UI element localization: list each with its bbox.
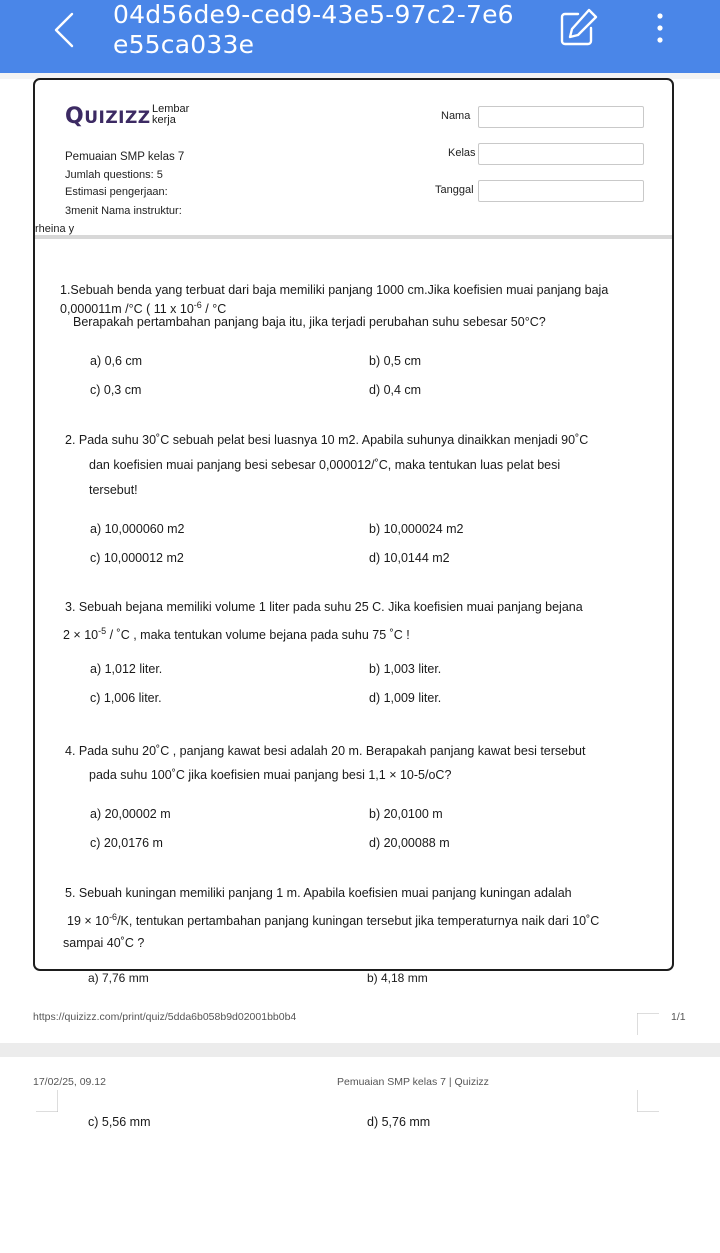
pdf-page-2	[0, 1057, 720, 1253]
question-5-line-2: $19 \times 10^{-6}/K$, tentukan pertambahan panjang kuningan tersebut jika temperaturnya naik dari 10˚C	[67, 912, 600, 929]
question-1-option-b[interactable]: b) 0,5 cm	[369, 354, 422, 368]
question-2-line-1: 2. Pada suhu 30˚C sebuah pelat besi luasnya 10 m2. Apabila suhunya dinaikkan menjadi 90˚C	[65, 433, 589, 447]
worksheet-label: Lembar kerja	[152, 103, 190, 126]
question-2-option-c[interactable]: c) 10,000012 m2	[90, 551, 184, 565]
instructor-name: rheina y	[35, 223, 75, 235]
question-1-option-d[interactable]: d) 0,4 cm	[369, 383, 422, 397]
question-4-option-d[interactable]: d) 20,00088 m	[369, 836, 450, 850]
document-title	[113, 0, 514, 60]
question-5-option-c[interactable]: c) 5,56 mm	[88, 1115, 151, 1129]
question-2-option-a[interactable]: a) 10,000060 m2	[90, 522, 185, 536]
question-count: Jumlah questions: 5	[65, 169, 163, 181]
question-1-option-c[interactable]: c) 0,3 cm	[90, 383, 142, 397]
question-3-line-1: 3. Sebuah bejana memiliki volume 1 liter pada suhu 25 C. Jika koefisien muai panjang bejana	[65, 600, 583, 614]
question-2-line-3: tersebut!	[89, 483, 138, 497]
question-2-line-2: dan koefisien muai panjang besi sebesar 0,000012/˚C, maka tentukan luas pelat besi	[89, 458, 561, 472]
question-5-line-3: sampai 40˚C ?	[63, 936, 145, 950]
time-estimate-value: 3menit Nama instruktur:	[65, 205, 182, 217]
quizizz-logo: QUIZIZZ	[65, 104, 151, 129]
question-5-option-a[interactable]: a) 7,76 mm	[88, 971, 149, 985]
question-3-option-a[interactable]: a) 1,012 liter.	[90, 662, 163, 676]
worksheet-frame	[33, 78, 674, 971]
date-label: Tanggal	[435, 184, 474, 196]
print-date: 17/02/25, 09.12	[33, 1076, 106, 1088]
question-4-line-1: 4. Pada suhu 20˚C , panjang kawat besi adalah 20 m. Berapakah panjang kawat besi tersebut	[65, 744, 586, 758]
question-5-line-1: 5. Sebuah kuningan memiliki panjang 1 m. Apabila koefisien muai panjang kuningan adalah	[65, 886, 572, 900]
crop-mark-icon	[36, 1090, 58, 1112]
class-field[interactable]	[478, 143, 644, 165]
question-4-line-2: pada suhu 100˚C jika koefisien muai panjang besi 1,1 × 10-5/oC?	[89, 768, 452, 782]
header-divider	[35, 235, 674, 239]
edit-icon[interactable]	[556, 6, 600, 50]
question-3-line-2: $2 \times 10^{-5}$ / ˚C , maka tentukan volume bejana pada suhu 75 ˚C !	[63, 626, 410, 643]
question-1-line-3: Berapakah pertambahan panjang baja itu, jika terjadi perubahan suhu sebesar 50°C?	[73, 315, 546, 329]
pdf-page-1	[0, 73, 720, 1043]
more-vert-icon[interactable]	[643, 6, 677, 50]
question-2-option-b[interactable]: b) 10,000024 m2	[369, 522, 464, 536]
question-5-option-b[interactable]: b) 4,18 mm	[367, 971, 428, 985]
crop-mark-icon	[637, 1013, 659, 1035]
class-label: Kelas	[448, 147, 476, 159]
document-title-line-1: 04d56de9-ced9-43e5-97c2-7e6	[113, 0, 514, 29]
page-gap	[0, 1043, 720, 1057]
question-3-option-c[interactable]: c) 1,006 liter.	[90, 691, 162, 705]
question-4-option-b[interactable]: b) 20,0100 m	[369, 807, 443, 821]
question-4-option-a[interactable]: a) 20,00002 m	[90, 807, 171, 821]
date-field[interactable]	[478, 180, 644, 202]
question-1-line-1: 1.Sebuah benda yang terbuat dari baja memiliki panjang 1000 cm.Jika koefisien muai panjang baja	[60, 283, 609, 297]
print-doc-title: Pemuaian SMP kelas 7 | Quizizz	[337, 1076, 489, 1088]
document-title-line-2: e55ca033e	[113, 30, 255, 59]
question-5-option-d[interactable]: d) 5,76 mm	[367, 1115, 431, 1129]
subject-title: Pemuaian SMP kelas 7	[65, 151, 185, 163]
crop-mark-icon	[637, 1090, 659, 1112]
question-2-option-d[interactable]: d) 10,0144 m2	[369, 551, 450, 565]
page-number: 1/1	[671, 1011, 686, 1023]
question-1-option-a[interactable]: a) 0,6 cm	[90, 354, 143, 368]
chevron-left-icon[interactable]	[46, 6, 90, 50]
print-url: https://quizizz.com/print/quiz/5dda6b058b9d02001bb0b4	[33, 1011, 297, 1023]
name-label: Nama	[441, 110, 471, 122]
app-bar	[0, 0, 720, 73]
name-field[interactable]	[478, 106, 644, 128]
question-3-option-b[interactable]: b) 1,003 liter.	[369, 662, 442, 676]
question-4-option-c[interactable]: c) 20,0176 m	[90, 836, 163, 850]
question-3-option-d[interactable]: d) 1,009 liter.	[369, 691, 442, 705]
question-1-line-2: 0,000011m /°C ( 11 x $10^{-6} / ^\circ C$	[60, 300, 227, 317]
time-estimate-label: Estimasi pengerjaan:	[65, 186, 168, 198]
